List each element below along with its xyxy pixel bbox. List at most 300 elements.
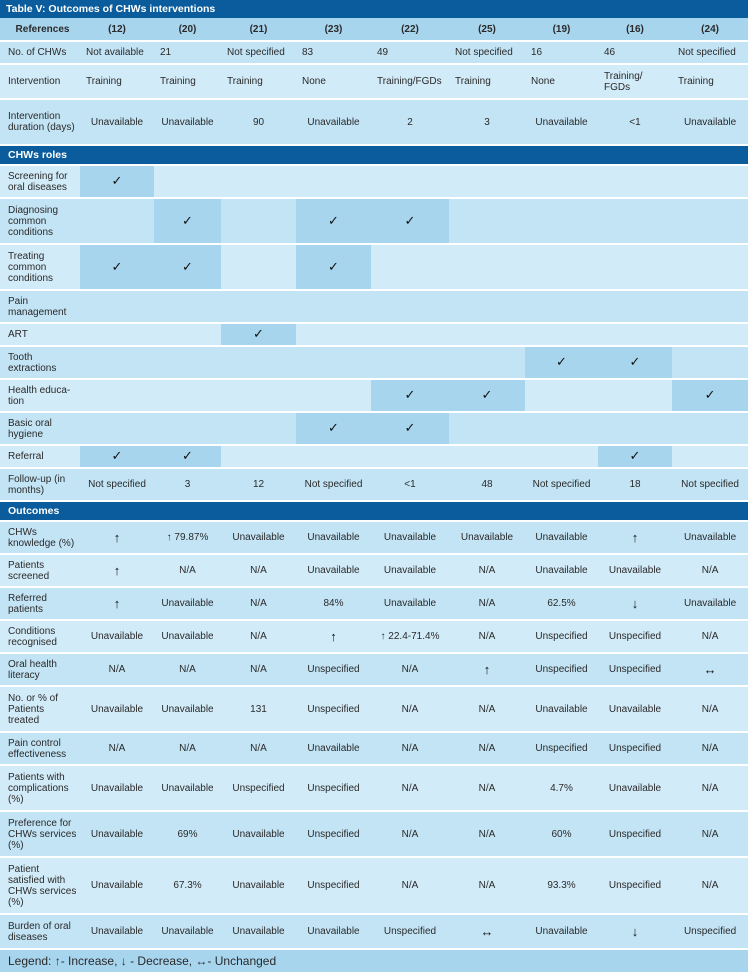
study-cell: Training xyxy=(672,65,748,98)
empty-cell xyxy=(598,199,672,243)
outcome-cell: N/A xyxy=(449,812,525,856)
study-row xyxy=(0,42,748,63)
outcome-cell: Unavailable xyxy=(154,588,221,619)
empty-cell xyxy=(80,291,154,322)
check-cell xyxy=(80,245,154,289)
outcome-cell: Unavailable xyxy=(672,588,748,619)
outcome-cell: Unspecified xyxy=(296,812,371,856)
empty-cell xyxy=(80,324,154,345)
follow-up-cell: 48 xyxy=(449,469,525,500)
study-cell: None xyxy=(296,65,371,98)
empty-cell xyxy=(221,245,296,289)
outcome-row xyxy=(0,555,748,586)
check-mark-icon: ✓ xyxy=(404,387,416,402)
check-cell xyxy=(221,324,296,345)
section-title-roles: CHWs roles xyxy=(0,146,748,164)
outcome-cell: N/A xyxy=(221,621,296,652)
outcome-cell: 62.5% xyxy=(525,588,598,619)
reference-header: (22) xyxy=(371,18,449,40)
outcome-cell: N/A xyxy=(449,621,525,652)
outcome-cell: 67.3% xyxy=(154,858,221,913)
outcome-cell: Unspecified xyxy=(525,733,598,764)
outcome-cell: N/A xyxy=(371,858,449,913)
outcome-row xyxy=(0,915,748,948)
outcome-row xyxy=(0,766,748,810)
empty-cell xyxy=(525,380,598,411)
study-cell: 46 xyxy=(598,42,672,63)
empty-cell xyxy=(525,166,598,197)
role-label: ART xyxy=(0,324,80,345)
empty-cell xyxy=(449,166,525,197)
outcome-cell: Unspecified xyxy=(296,858,371,913)
follow-up-row xyxy=(0,469,748,500)
follow-up-cell: Not specified xyxy=(525,469,598,500)
empty-cell xyxy=(221,199,296,243)
study-cell: 2 xyxy=(371,100,449,144)
outcome-cell: N/A xyxy=(371,687,449,731)
row-label: Referred patients xyxy=(0,588,80,619)
empty-cell xyxy=(296,324,371,345)
empty-cell xyxy=(154,324,221,345)
empty-cell xyxy=(371,347,449,378)
check-mark-icon: ✓ xyxy=(328,212,339,228)
role-row xyxy=(0,380,748,411)
empty-cell xyxy=(449,446,525,467)
study-cell: Not specified xyxy=(449,42,525,63)
role-row xyxy=(0,199,748,243)
outcome-cell: Unspecified xyxy=(296,654,371,685)
check-mark-icon: ✓ xyxy=(111,448,123,463)
outcome-cell: N/A xyxy=(371,654,449,685)
check-mark-icon: ✓ xyxy=(629,448,641,463)
check-mark-icon: ✓ xyxy=(481,387,493,402)
reference-header: (24) xyxy=(672,18,748,40)
check-cell xyxy=(296,199,371,243)
outcome-cell: Unavailable xyxy=(371,555,449,586)
study-cell: Unavailable xyxy=(154,100,221,144)
outcome-cell: Unavailable xyxy=(371,588,449,619)
check-cell xyxy=(296,245,371,289)
outcome-cell: Unavailable xyxy=(154,766,221,810)
empty-cell xyxy=(449,324,525,345)
outcome-cell: N/A xyxy=(672,687,748,731)
outcome-row xyxy=(0,858,748,913)
outcome-cell: Unspecified xyxy=(221,766,296,810)
outcome-cell: 131 xyxy=(221,687,296,731)
outcome-cell: Unspecified xyxy=(598,812,672,856)
role-row xyxy=(0,446,748,467)
empty-cell xyxy=(598,166,672,197)
outcome-cell: ↑ xyxy=(449,654,525,685)
row-label: Burden of oral diseases xyxy=(0,915,80,948)
outcome-cell: Unavailable xyxy=(80,858,154,913)
role-label: Tooth extractions xyxy=(0,347,80,378)
empty-cell xyxy=(598,413,672,444)
empty-cell xyxy=(154,380,221,411)
check-mark-icon: ✓ xyxy=(404,212,416,228)
outcome-cell: N/A xyxy=(672,766,748,810)
empty-cell xyxy=(598,291,672,322)
outcome-cell: N/A xyxy=(371,812,449,856)
reference-header: (20) xyxy=(154,18,221,40)
outcome-cell: Unavailable xyxy=(154,915,221,948)
legend-row xyxy=(0,950,748,972)
empty-cell xyxy=(221,347,296,378)
row-label: Preference for CHWs services (%) xyxy=(0,812,80,856)
outcome-cell: Unavailable xyxy=(221,522,296,553)
outcome-cell: N/A xyxy=(221,733,296,764)
reference-header: (16) xyxy=(598,18,672,40)
check-mark-icon: ✓ xyxy=(328,258,339,274)
outcome-cell: N/A xyxy=(449,733,525,764)
role-label: Health educa- tion xyxy=(0,380,80,411)
empty-cell xyxy=(449,245,525,289)
row-label: Oral health literacy xyxy=(0,654,80,685)
outcome-cell: Unspecified xyxy=(598,858,672,913)
outcome-cell: Unavailable xyxy=(598,766,672,810)
role-label: Diagnosing common conditions xyxy=(0,199,80,243)
empty-cell xyxy=(296,347,371,378)
empty-cell xyxy=(296,380,371,411)
outcome-cell: Unavailable xyxy=(525,522,598,553)
study-cell: Training xyxy=(221,65,296,98)
outcome-cell: N/A xyxy=(221,654,296,685)
outcome-row xyxy=(0,687,748,731)
study-cell: 3 xyxy=(449,100,525,144)
outcome-cell: N/A xyxy=(672,858,748,913)
check-mark-icon: ✓ xyxy=(404,420,416,435)
outcome-cell: ↑ xyxy=(80,522,154,553)
empty-cell xyxy=(598,324,672,345)
outcome-cell: N/A xyxy=(449,858,525,913)
outcome-cell: Unspecified xyxy=(525,654,598,685)
outcome-cell: Unavailable xyxy=(221,858,296,913)
empty-cell xyxy=(525,446,598,467)
empty-cell xyxy=(371,166,449,197)
outcome-cell: Unavailable xyxy=(525,555,598,586)
outcome-cell: Unavailable xyxy=(449,522,525,553)
empty-cell xyxy=(449,347,525,378)
row-label: Follow-up (in months) xyxy=(0,469,80,500)
outcome-cell: Unspecified xyxy=(598,654,672,685)
check-cell xyxy=(296,413,371,444)
outcome-cell: Unavailable xyxy=(154,621,221,652)
outcome-row xyxy=(0,588,748,619)
outcome-cell: Unavailable xyxy=(296,522,371,553)
empty-cell xyxy=(296,446,371,467)
study-cell: Training/ FGDs xyxy=(598,65,672,98)
outcome-cell: Unspecified xyxy=(598,733,672,764)
check-mark-icon: ✓ xyxy=(704,387,716,402)
follow-up-cell: 18 xyxy=(598,469,672,500)
empty-cell xyxy=(221,291,296,322)
outcome-cell: Unavailable xyxy=(80,687,154,731)
check-mark-icon: ✓ xyxy=(111,258,123,274)
study-cell: Unavailable xyxy=(80,100,154,144)
legend-text: Legend: ↑- Increase, ↓ - Decrease, ↔- Unchanged xyxy=(0,950,748,972)
role-label: Basic oral hygiene xyxy=(0,413,80,444)
roles-section-row xyxy=(0,146,748,164)
outcome-cell: ↑ xyxy=(598,522,672,553)
empty-cell xyxy=(80,413,154,444)
outcome-cell: N/A xyxy=(154,733,221,764)
study-cell: Training xyxy=(154,65,221,98)
outcome-cell: N/A xyxy=(449,687,525,731)
empty-cell xyxy=(449,413,525,444)
outcome-cell: ↑ 22.4-71.4% xyxy=(371,621,449,652)
outcome-cell: N/A xyxy=(449,766,525,810)
study-cell: Training/FGDs xyxy=(371,65,449,98)
empty-cell xyxy=(525,291,598,322)
empty-cell xyxy=(154,166,221,197)
empty-cell xyxy=(154,291,221,322)
outcome-cell: Unavailable xyxy=(371,522,449,553)
study-cell: 21 xyxy=(154,42,221,63)
empty-cell xyxy=(296,291,371,322)
role-label: Treating common conditions xyxy=(0,245,80,289)
row-label: Intervention duration (days) xyxy=(0,100,80,144)
outcome-cell: Unavailable xyxy=(80,766,154,810)
role-row xyxy=(0,413,748,444)
check-mark-icon: ✓ xyxy=(629,354,641,369)
study-cell: Not available xyxy=(80,42,154,63)
follow-up-cell: 3 xyxy=(154,469,221,500)
check-mark-icon: ✓ xyxy=(111,173,123,188)
empty-cell xyxy=(221,380,296,411)
outcome-row xyxy=(0,621,748,652)
empty-cell xyxy=(672,347,748,378)
check-cell xyxy=(449,380,525,411)
row-label: CHWs knowledge (%) xyxy=(0,522,80,553)
row-label: Conditions recognised xyxy=(0,621,80,652)
outcome-row xyxy=(0,812,748,856)
outcome-cell: N/A xyxy=(371,766,449,810)
follow-up-cell: 12 xyxy=(221,469,296,500)
outcome-cell: Unavailable xyxy=(598,555,672,586)
check-mark-icon: ✓ xyxy=(182,258,193,274)
row-label: Patients with complications (%) xyxy=(0,766,80,810)
empty-cell xyxy=(672,413,748,444)
outcome-cell: Unavailable xyxy=(598,687,672,731)
table-title-row xyxy=(0,0,748,18)
follow-up-cell: <1 xyxy=(371,469,449,500)
outcome-cell: Unavailable xyxy=(525,687,598,731)
empty-cell xyxy=(371,324,449,345)
empty-cell xyxy=(154,347,221,378)
outcome-cell: ↑ xyxy=(80,588,154,619)
empty-cell xyxy=(221,446,296,467)
outcome-cell: N/A xyxy=(221,588,296,619)
outcome-cell: N/A xyxy=(80,654,154,685)
outcomes-section-row xyxy=(0,502,748,520)
role-row xyxy=(0,291,748,322)
outcome-cell: ↓ xyxy=(598,588,672,619)
empty-cell xyxy=(221,166,296,197)
role-row xyxy=(0,347,748,378)
empty-cell xyxy=(371,245,449,289)
reference-header: (12) xyxy=(80,18,154,40)
outcome-cell: 4.7% xyxy=(525,766,598,810)
outcome-cell: 69% xyxy=(154,812,221,856)
references-label: References xyxy=(0,18,80,40)
reference-header: (21) xyxy=(221,18,296,40)
study-cell: Unavailable xyxy=(296,100,371,144)
outcome-cell: N/A xyxy=(154,654,221,685)
check-cell xyxy=(371,380,449,411)
study-cell: Unavailable xyxy=(525,100,598,144)
outcome-cell: Unavailable xyxy=(221,812,296,856)
outcome-cell: Unspecified xyxy=(525,621,598,652)
check-mark-icon: ✓ xyxy=(182,212,193,228)
check-mark-icon: ✓ xyxy=(556,354,567,369)
row-label: Patients screened xyxy=(0,555,80,586)
role-row xyxy=(0,166,748,197)
outcome-cell: N/A xyxy=(672,733,748,764)
row-label: Patient satisfied with CHWs services (%) xyxy=(0,858,80,913)
outcome-row xyxy=(0,733,748,764)
outcome-cell: Unspecified xyxy=(296,687,371,731)
row-label: No. of CHWs xyxy=(0,42,80,63)
outcome-cell: Unavailable xyxy=(80,812,154,856)
empty-cell xyxy=(598,380,672,411)
follow-up-cell: Not specified xyxy=(80,469,154,500)
check-cell xyxy=(598,446,672,467)
outcome-cell: Unavailable xyxy=(80,621,154,652)
check-mark-icon: ✓ xyxy=(328,420,339,435)
outcome-cell: N/A xyxy=(80,733,154,764)
empty-cell xyxy=(371,291,449,322)
outcome-cell: Unspecified xyxy=(371,915,449,948)
check-cell xyxy=(154,446,221,467)
check-cell xyxy=(154,245,221,289)
outcome-row xyxy=(0,522,748,553)
check-cell xyxy=(672,380,748,411)
empty-cell xyxy=(525,245,598,289)
outcome-cell: Unavailable xyxy=(296,915,371,948)
row-label: Intervention xyxy=(0,65,80,98)
outcome-cell: ↔ xyxy=(672,654,748,685)
check-cell xyxy=(371,413,449,444)
outcome-cell: Unavailable xyxy=(154,687,221,731)
empty-cell xyxy=(525,199,598,243)
role-label: Pain management xyxy=(0,291,80,322)
outcome-cell: N/A xyxy=(449,588,525,619)
role-label: Referral xyxy=(0,446,80,467)
check-cell xyxy=(371,199,449,243)
empty-cell xyxy=(80,199,154,243)
outcome-cell: Unavailable xyxy=(525,915,598,948)
reference-header: (19) xyxy=(525,18,598,40)
study-cell: None xyxy=(525,65,598,98)
empty-cell xyxy=(672,166,748,197)
table-title: Table V: Outcomes of CHWs interventions xyxy=(0,0,748,18)
check-mark-icon: ✓ xyxy=(253,326,264,341)
outcome-cell: Unavailable xyxy=(80,915,154,948)
outcome-row xyxy=(0,654,748,685)
check-cell xyxy=(598,347,672,378)
outcome-cell: Unspecified xyxy=(296,766,371,810)
outcome-cell: N/A xyxy=(672,812,748,856)
empty-cell xyxy=(80,347,154,378)
references-row xyxy=(0,18,748,40)
empty-cell xyxy=(672,446,748,467)
outcome-cell: N/A xyxy=(672,555,748,586)
study-cell: Training xyxy=(80,65,154,98)
check-cell xyxy=(154,199,221,243)
study-cell: 16 xyxy=(525,42,598,63)
outcome-cell: ↑ xyxy=(80,555,154,586)
empty-cell xyxy=(525,324,598,345)
empty-cell xyxy=(296,166,371,197)
row-label: No. or % of Patients treated xyxy=(0,687,80,731)
section-title-outcomes: Outcomes xyxy=(0,502,748,520)
study-cell: <1 xyxy=(598,100,672,144)
empty-cell xyxy=(672,245,748,289)
outcome-cell: Unavailable xyxy=(672,522,748,553)
study-cell: 90 xyxy=(221,100,296,144)
empty-cell xyxy=(598,245,672,289)
outcome-cell: ↑ 79.87% xyxy=(154,522,221,553)
outcome-cell: ↓ xyxy=(598,915,672,948)
outcome-cell: N/A xyxy=(154,555,221,586)
outcome-cell: ↔ xyxy=(449,915,525,948)
empty-cell xyxy=(525,413,598,444)
outcome-cell: 84% xyxy=(296,588,371,619)
follow-up-cell: Not specified xyxy=(672,469,748,500)
outcome-cell: N/A xyxy=(221,555,296,586)
study-cell: 83 xyxy=(296,42,371,63)
check-mark-icon: ✓ xyxy=(182,448,193,463)
check-cell xyxy=(80,446,154,467)
outcome-cell: Unavailable xyxy=(221,915,296,948)
empty-cell xyxy=(449,199,525,243)
study-cell: 49 xyxy=(371,42,449,63)
outcome-cell: N/A xyxy=(449,555,525,586)
study-row xyxy=(0,65,748,98)
study-cell: Unavailable xyxy=(672,100,748,144)
empty-cell xyxy=(371,446,449,467)
outcome-cell: Unavailable xyxy=(296,555,371,586)
check-cell xyxy=(80,166,154,197)
empty-cell xyxy=(672,291,748,322)
outcome-cell: Unavailable xyxy=(296,733,371,764)
follow-up-cell: Not specified xyxy=(296,469,371,500)
outcome-cell: 93.3% xyxy=(525,858,598,913)
outcome-cell: 60% xyxy=(525,812,598,856)
role-row xyxy=(0,245,748,289)
reference-header: (25) xyxy=(449,18,525,40)
outcome-cell: Unspecified xyxy=(598,621,672,652)
role-label: Screening for oral diseases xyxy=(0,166,80,197)
study-cell: Not specified xyxy=(672,42,748,63)
study-cell: Training xyxy=(449,65,525,98)
empty-cell xyxy=(80,380,154,411)
row-label: Pain control effectiveness xyxy=(0,733,80,764)
outcome-cell: N/A xyxy=(672,621,748,652)
empty-cell xyxy=(672,199,748,243)
empty-cell xyxy=(449,291,525,322)
empty-cell xyxy=(221,413,296,444)
study-row xyxy=(0,100,748,144)
empty-cell xyxy=(672,324,748,345)
outcome-cell: Unspecified xyxy=(672,915,748,948)
empty-cell xyxy=(154,413,221,444)
check-cell xyxy=(525,347,598,378)
role-row xyxy=(0,324,748,345)
outcome-cell: N/A xyxy=(371,733,449,764)
outcome-cell: ↑ xyxy=(296,621,371,652)
study-cell: Not specified xyxy=(221,42,296,63)
